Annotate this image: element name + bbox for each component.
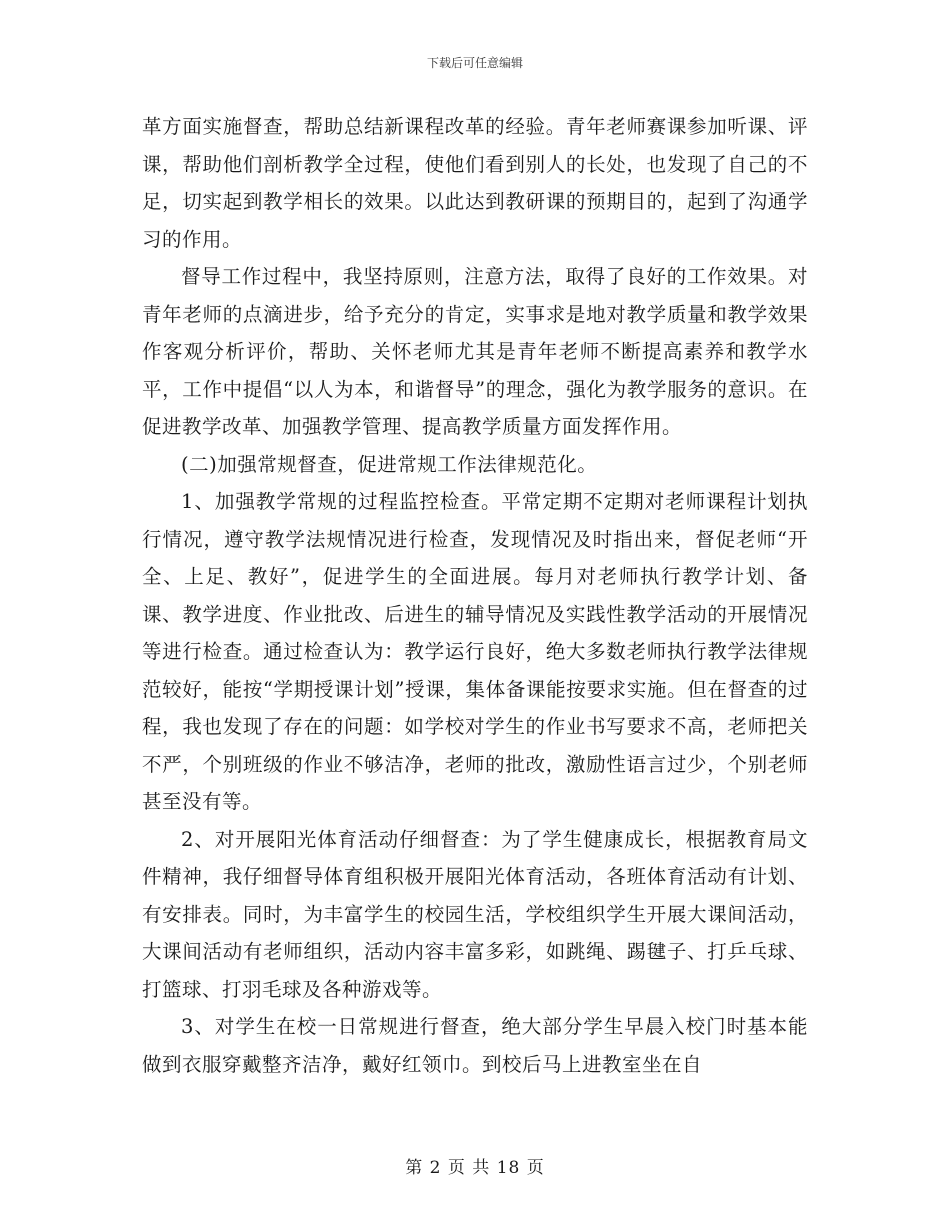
paragraph: 3、对学生在校一日常规进行督查，绝大部分学生早晨入校门时基本能做到衣服穿戴整齐洁净，戴好红领巾。到校后马上进教室坐在自 [142, 1015, 808, 1076]
section-heading: (二)加强常规督查，促进常规工作法律规范化。 [181, 452, 598, 476]
paragraph: 督导工作过程中，我坚持原则，注意方法，取得了良好的工作效果。对青年老师的点滴进步，给予充分的肯定，实事求是地对教学质量和教学效果作客观分析评价，帮助、关怀老师尤其是青年老师不断提高素养和教学水平，工作中提倡“以人为本，和谐督导”的理念，强化为教学服务的意识。在促进教学改革、加强教学管理、提高教学质量方面发挥作用。 [142, 265, 808, 438]
page-header: 下载后可任意编辑 [426, 56, 523, 70]
document-body [142, 108, 808, 1083]
paragraph: 2、对开展阳光体育活动仔细督查：为了学生健康成长，根据教育局文件精神，我仔细督导体育组积极开展阳光体育活动，各班体育活动有计划、有安排表。同时，为丰富学生的校园生活，学校组织学生开展大课间活动，大课间活动有老师组织，活动内容丰富多彩，如跳绳、踢毽子、打乒乓球、打篮球、打羽毛球及各种游戏等。 [142, 827, 808, 1001]
paragraph: 1、加强教学常规的过程监控检查。平常定期不定期对老师课程计划执行情况，遵守教学法规情况进行检查，发现情况及时指出来，督促老师“开全、上足、教好”，促进学生的全面进展。每月对老师执行教学计划、备课、教学进度、作业批改、后进生的辅导情况及实践性教学活动的开展情况等进行检查。通过检查认为：教学运行良好，绝大多数老师执行教学法律规范较好，能按“学期授课计划”授课，集体备课能按要求实施。但在督查的过程，我也发现了存在的问题：如学校对学生的作业书写要求不高，老师把关不严，个别班级的作业不够洁净，老师的批改，激励性语言过少，个别老师甚至没有等。 [142, 490, 808, 813]
page-number: 第 2 页 共 18 页 [405, 1158, 545, 1178]
paragraph: 革方面实施督查，帮助总结新课程改革的经验。青年老师赛课参加听课、评课，帮助他们剖析教学全过程，使他们看到别人的长处，也发现了自己的不足，切实起到教学相长的效果。以此达到教研课的预期目的，起到了沟通学习的作用。 [142, 115, 808, 251]
